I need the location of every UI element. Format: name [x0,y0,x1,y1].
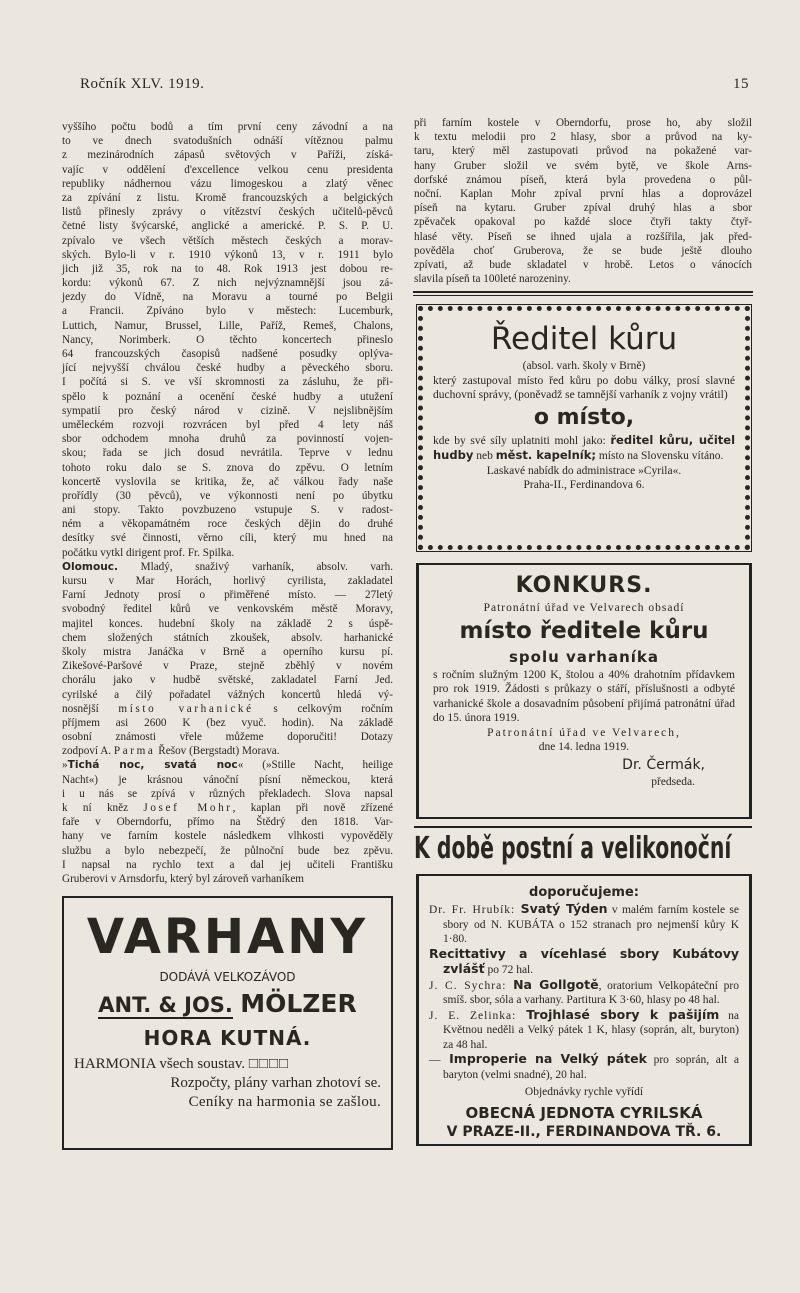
text-bold: měst. kapelník; [495,448,596,462]
text-line: osobní známosti vřele můžeme doporučiti! Dotazy [62,731,393,744]
text-line: sbor odchodem mnoha druhů za povinností vojen- [62,433,393,446]
text: , kaplan při nově zřízené [232,802,393,814]
left-column-text [62,120,393,886]
text-line: službu a bylo nebezpečí, že půlnoční bude bez zpěvu. [62,844,393,857]
text-line: noční. Kaplan Mohr zpíval první hlas a doprovázel [414,187,752,200]
text-line: kursu v Mar Horách, horlivý cyrilista, zakladatel [62,575,393,587]
ad-reditel-kuru [418,306,750,550]
item-title: Na Gollgotě [513,976,599,992]
ad-signer: Dr. Čermák, [622,756,705,773]
text: zodpoví A. [62,745,114,758]
text-line: počátku vytkl dirigent prof. Fr. Spilka. [62,546,235,559]
text-line: jící nejvyšší chválou české hudby a pěveckého sboru. [62,362,393,375]
item-title: Improperie na Velký pátek [449,1051,647,1066]
text-line: Farní Jednoty prosí o přiměřené místo. — 27letý [62,589,393,602]
text-line: I napsal na rychlo text a dal jej učiteli Františku [62,858,393,871]
text-line: uměleckém rozvoji rozvrácen byl před 4 lety náš [62,418,393,431]
text-line: a Francii. Zpíváno bylo v městech: Lucemburk, [62,305,393,318]
text-line: desítky své činnosti, věrno cíli, který mu hned na [62,532,393,545]
text-line: i u nás se zpívá v různých překladech. Slova napsal [62,787,393,800]
ad-publisher: OBECNÁ JEDNOTA CYRILSKÁ [465,1103,703,1122]
ad-items [429,902,739,1082]
text-line: jezdy do Vídně, na Moravu a tourné po Belgii [62,291,393,304]
ad-publisher-address: V PRAZE-II., FERDINANDOVA TŘ. 6. [446,1123,722,1140]
ad-city: HORA KUTNÁ. [143,1026,312,1050]
item-author: J. C. Sychra: [429,979,514,992]
ad-title: VARHANY [86,909,369,965]
text-line: hlasé věty. Píseň se ihned ujala a rozšířila, jak před- [414,230,752,243]
text: Josef Mohr [143,802,233,814]
text: místo varhanické [118,702,254,715]
text-line: při farním kostele v Oberndorfu, prose ho, aby složil [414,117,752,129]
text: místo na Slovensku vítáno. [595,450,724,462]
ad-postni [416,874,752,1146]
text-line: Luttich, Namur, Brussel, Lille, Paříž, Remeš, Chalons, [62,319,393,332]
text-line: hany ve farním kostele následkem vlhkosti vypověděly [62,830,393,843]
text-line: zpívalo ve všech větších městech českých a morav- [62,234,393,247]
text: Řešov (Bergstadt) Morava. [155,745,280,758]
text-line: jich již 35, rok na to 48. Rok 1913 jest dobou re- [62,262,393,275]
ad-contact: Laskavé nabídk do administrace »Cyrila«. [486,464,682,477]
recommendation-item [429,902,739,947]
ad-body: který zastupoval místo řed kůru po dobu války, prosí slavné duchovní správy, (poněvadž se tamnější varhaník z vojny vrátil) [433,374,735,401]
text-line: spělo k poznání a ocenění české hudby a utužení [62,390,393,403]
text-line: Zikešové-Paršové v Praze, stejně zběhlý v novém [62,660,393,673]
text-line: 64 francouzských časopisů nadšené posudky oplýva- [62,348,393,360]
ad-postni-heading: K době postní a velikonoční [414,831,732,866]
text-line: Nancy, Norimberk. O těchto koncertech přineslo [62,333,393,346]
ad-address: Praha-II., Ferdinandova 6. [523,479,645,491]
text-line: četné listy švýcarské, anglické a americké. P. S. P. U. [62,220,393,233]
text-line [62,758,393,772]
ad-supplier: DODÁVÁ VELKOZÁVOD [159,970,296,984]
item-author: Dr. Fr. Hrubík: [429,904,521,916]
item-author: — [429,1054,450,1066]
text-line: sympatií pro český národ v cizině. V nejslibnějším [62,404,393,417]
ad-varhany [62,896,393,1150]
text-line: kordu: výkonů 67. Z nich nejvýznamnější jsou zá- [62,277,393,290]
text-line [62,744,393,758]
square-ornament-icon: □□□□ [248,1056,290,1072]
text-line: prořídly (30 pěvců), ve výkonnosti není po úbytku [62,489,393,502]
item-text: po 72 hal. [484,964,534,976]
text-line: majitel konces. hudební školy na základě 2 s úspě- [62,617,393,630]
text-line: Gruberovi v Arnsdorfu, který byl zároveň varhaníkem [62,872,305,885]
text: HARMONIA všech soustav. [74,1056,246,1072]
ad-konkurs [416,563,752,819]
ad-position-2: spolu varhaníka [508,647,660,666]
text-line: skou; řada se jich dosud nevrátila. Teprve v lednu [62,447,393,460]
text: Mladý, snaživý varhaník, absolv. varh. [118,560,393,573]
text-line: to ve dnech svatodušních odnáší vítěznou palmu [62,135,393,148]
text-line: republiky nádhernou vázu limogeskou a zlatý věnec [62,177,393,190]
item-text: , oratorium Velkopáteční pro smíš. sbor, sóla a varhany. Partitura K 3·60, hlasy po 48 hal. [443,979,739,1006]
text-line: ani stopy. Takto povzbuzeno vstupuje S. v radost- [62,504,393,517]
ad-heading-misto: o místo, [533,404,635,430]
ad-line: Patronátní úřad ve Velvarech obsadí [483,602,685,614]
firm-first-names: ANT. & JOS. [98,993,233,1017]
item-text: pro soprán, alt a baryton (velmi snadné), 20 hal. [443,1054,740,1081]
text-line: faře v Oberndorfu, přímo na Štědrý den 1818. Var- [62,816,393,829]
ad-line: Ceníky na harmonia se zašlou. [188,1094,381,1110]
text-line [62,801,393,815]
ad-body: s ročním služným 1200 K, štolou a 40% drahotním přídavkem pro rok 1919. Žádosti s průkazy o stáří, příslušnosti a odbyté varhanické škole a dosavadním působení přijímá patronátní úřad do 15. února 1919. [433,668,735,724]
text-line: hany Gruber složil ve svém bytě, ve škole Arns- [414,159,752,172]
text-line: zpěvaček opakoval po každé sloce čtyři takty čtyř- [414,216,752,229]
firm-surname: MÖLZER [240,989,357,1018]
text-line: ských. Bylo-li v r. 1910 výkonů 13, v r. 1911 bylo [62,248,393,261]
ad-signer-role: předseda. [651,775,695,788]
text-line: chem složených státních zkoušek, absolv. harhanické [62,631,393,644]
recommendation-item [429,947,739,978]
ad-date: dne 14. ledna 1919. [538,741,630,753]
text-line: cyrilské a čilý pořadatel vážných koncertů hledá vý- [62,688,393,701]
item-title: Recittativy a vícehlasé sbory Kubátovy zvlášť [429,945,739,976]
ad-sign: Patronátní úřad ve Velvarech, [487,726,681,739]
text-line: ném a věkopamátném roce českých dějin do druhé [62,518,393,531]
ad-body-2 [433,433,735,464]
text-line: zpívati, až bude skladatel v hrobě. Letos o vánocích [414,258,752,271]
text-line: příjmem asi 2600 K (bez vyuč. hodin). Na základě [62,716,393,729]
ad-subtitle: (absol. varh. školy v Brně) [522,360,646,372]
text-bold: ředitel kůru, učitel hudby [433,432,736,462]
ad-firm [74,988,381,1021]
divider [413,291,753,293]
text-line: svobodný ředitel kůrů ve venkovském městě Moravy, [62,603,393,616]
recommendation-item [429,978,739,1008]
text-line: za zpívání z listu. Kromě francouzských a belgických [62,191,393,204]
text-line: tohoto roku dalo se S. znova do zpěvu. O letním [62,461,393,474]
running-header-volume: Ročník XLV. 1919. [80,76,205,92]
bold-text: Tichá noc, svatá noc [67,759,238,772]
text-line: píseň na kytaru. Gruber zpíval druhý hlas a sbor [414,202,752,215]
text: « (»Stille Nacht, heilige [237,759,393,772]
item-text: na Květnou neděli a Velký pátek 1 K, hlasy (soprán, alt, buryton) za 48 hal. [443,1009,739,1051]
text-line: z mezinárodních zápasů světových v Paříži, získá- [62,149,393,162]
text: k ní kněz [62,802,144,814]
recommendation-item [429,1008,739,1053]
bold-text: Olomouc. [62,560,119,573]
item-author: J. E. Zelinka: [429,1009,527,1022]
text-line: I počítá si S. ve vší skromnosti za zásluhu, že při- [62,376,393,389]
text-line: školy mistra Janáčka v Brně a operního kursu pí. [62,645,393,658]
text: » [62,759,68,772]
text: kde by své síly uplatniti mohl jako: [433,434,611,447]
text-line: koncertě vyslovila se kritika, že, ač válkou řady naše [62,475,393,488]
text: nosnější [62,702,119,715]
text-line: k textu melodii pro 2 hlasy, sbor a průvod na ky- [414,131,752,144]
ad-title: Ředitel kůru [490,321,678,357]
text-line: dorfské známou píseň, která byla provedena o půl- [414,173,752,186]
text-line: vyššího počtu bodů a tím první ceny závodní a na [62,121,393,133]
text-line: vajíc v oddělení d'excellence velkou cenu presidenta [62,163,393,176]
ad-postni-heading-wrap [414,828,752,870]
text: Parma [113,745,156,758]
text-line: taru, který měl zastupovati průvod na pokažené var- [414,145,752,158]
text-line: slavila píseň ta 100leté narozeniny. [414,273,571,286]
item-text: v malém farním kostele se sbory od N. KUBÁTA o 152 stranach pro nejmenší kůry K 1·80. [443,904,739,945]
recommendation-item [429,1052,739,1082]
ad-position: místo ředitele kůru [459,617,709,644]
text-line: chorálu jako v hudbě světské, zakladatel Farní Jed. [62,674,393,687]
ad-line: Rozpočty, plány varhan zhotoví se. [170,1075,381,1091]
text-line [62,702,393,716]
text: neb [473,450,496,462]
text-line: listů přinesly zprávy o vítězství českých učitelů-pěvců [62,206,393,219]
divider [413,295,753,296]
ad-line [74,1055,381,1074]
text: s celkovým ročním [253,702,393,715]
text-line [62,560,393,574]
ad-title: KONKURS. [515,573,653,598]
ad-orders: Objednávky rychle vyřídí [524,1086,644,1098]
item-title: Svatý Týden [520,901,608,916]
right-column-text [414,116,752,286]
ad-sub: doporučujeme: [529,885,639,900]
item-title: Trojhlasé sbory k pašijím [526,1006,720,1022]
text-line: pověděla choť Gruberova, že se bude ještě dlouho [414,244,752,257]
page-number: 15 [733,76,749,92]
text-line: Nacht«) je krásnou vánoční písní německou, která [62,773,393,786]
